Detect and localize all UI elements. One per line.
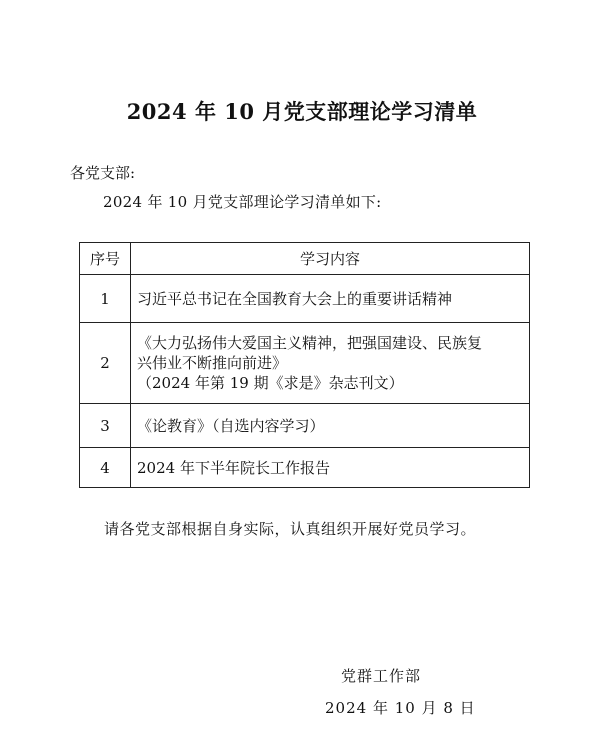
content-line: 习近平总书记在全国教育大会上的重要讲话精神 (137, 289, 453, 308)
table-row (80, 404, 530, 448)
content-line: 兴伟业不断推向前进》 (137, 354, 288, 372)
content-line: 《论教育》（自选内容学习） (137, 416, 325, 435)
document-title: 2024 年 10 月党支部理论学习清单 (126, 99, 478, 124)
intro-paragraph: 2024 年 10 月党支部理论学习清单如下: (103, 193, 382, 211)
content-line: （2024 年第 19 期《求是》杂志刊文） (137, 374, 404, 392)
table-header-row (80, 243, 530, 275)
table-row (80, 448, 530, 488)
row-number: 2 (80, 323, 131, 404)
closing-paragraph: 请各党支部根据自身实际，认真组织开展好党员学习。 (104, 520, 477, 538)
header-content: 学习内容 (131, 243, 530, 275)
table-row (80, 323, 530, 404)
row-number: 4 (80, 448, 131, 488)
row-content (131, 404, 530, 448)
row-content (131, 275, 530, 323)
signature-date: 2024 年 10 月 8 日 (325, 699, 476, 717)
content-line: 2024 年下半年院长工作报告 (137, 458, 330, 477)
row-number: 1 (80, 275, 131, 323)
row-content (131, 448, 530, 488)
salutation: 各党支部: (70, 164, 136, 182)
header-number: 序号 (80, 243, 131, 275)
content-line: 《大力弘扬伟大爱国主义精神，把强国建设、民族复 (137, 334, 483, 352)
row-number: 3 (80, 404, 131, 448)
signature-department: 党群工作部 (341, 667, 422, 685)
study-list-table (79, 242, 530, 488)
row-content (131, 323, 530, 404)
table-row (80, 275, 530, 323)
